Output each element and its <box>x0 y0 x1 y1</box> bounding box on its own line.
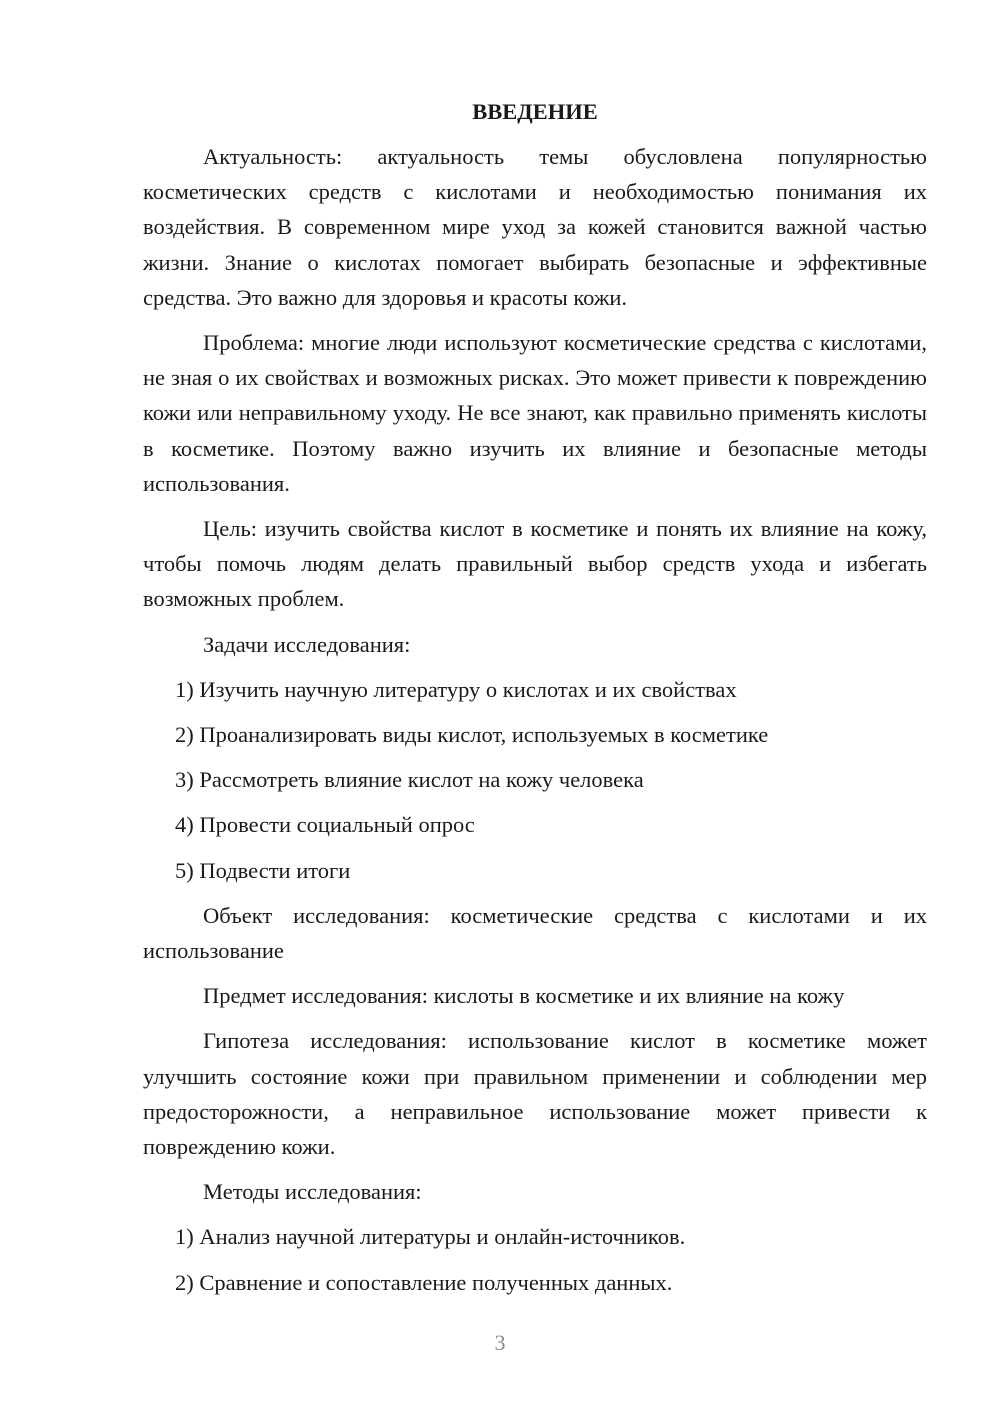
method-item-1: 1) Анализ научной литературы и онлайн-источников. <box>175 1224 686 1250</box>
task-item-2: 2) Проанализировать виды кислот, используемых в косметике <box>175 722 769 748</box>
tasks-heading: Задачи исследования: <box>203 631 411 657</box>
goal-paragraph: Цель: изучить свойства кислот в косметике и понять их влияние на кожу, чтобы помочь людям делать правильный выбор средств ухода и избегать возможных проблем. <box>143 516 927 612</box>
task-item-4: 4) Провести социальный опрос <box>175 812 475 838</box>
task-item-3: 3) Рассмотреть влияние кислот на кожу человека <box>175 767 644 793</box>
task-item-5: 5) Подвести итоги <box>175 857 351 883</box>
methods-heading: Методы исследования: <box>203 1179 422 1205</box>
task-item-1: 1) Изучить научную литературу о кислотах и их свойствах <box>175 676 737 702</box>
problem-paragraph: Проблема: многие люди используют косметические средства с кислотами, не зная о их свойствах и возможных рисках. Это может привести к повреждению кожи или неправильному уходу. Не все знают, как правильно применять кислоты в косметике. Поэтому важно изучить их влияние и безопасные методы использования. <box>143 330 927 496</box>
subject-paragraph: Предмет исследования: кислоты в косметике и их влияние на кожу <box>203 983 845 1009</box>
page-number: 3 <box>494 1330 506 1355</box>
relevance-paragraph: Актуальность: актуальность темы обусловлена популярностью косметических средств с кислотами и необходимостью понимания их воздействия. В современном мире уход за кожей становится важной частью жизни. Знание о кислотах помогает выбирать безопасные и эффективные средства. Это важно для здоровья и красоты кожи. <box>143 144 927 310</box>
page-content <box>143 94 927 1310</box>
method-item-2: 2) Сравнение и сопоставление полученных данных. <box>175 1269 673 1295</box>
object-paragraph: Объект исследования: косметические средства с кислотами и их использование <box>143 902 927 964</box>
section-title: ВВЕДЕНИЕ <box>472 99 598 124</box>
hypothesis-paragraph: Гипотеза исследования: использование кислот в косметике может улучшить состояние кожи при правильном применении и соблюдении мер предосторожности, а неправильное использование может привести к повреждению кожи. <box>143 1028 927 1160</box>
